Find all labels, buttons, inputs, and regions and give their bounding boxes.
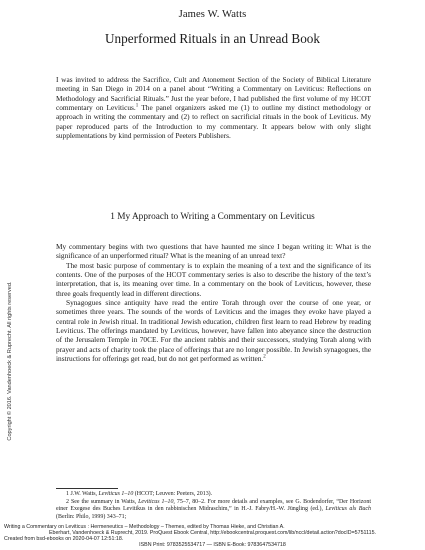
chapter-title: Unperformed Rituals in an Unread Book bbox=[105, 31, 320, 46]
intro-paragraph: I was invited to address the Sacrifice, Cult and Atonement Section of the Society of Biblical Literature meeting in San Diego in 2014 on a panel about “Writing a Commentary on Leviticus: Reflections on Methodology and Sacrificial Rituals.” Just the year before, I had published the first volume of my HCOT commentary on Leviticus.$^1$ The panel organizers asked me (1) to outline my distinct methodology or approach in writing the commentary and (2) to reflect on sacrificial rituals in the book of Leviticus. My paper reproduced parts of the Introduction to my commentary. It appears below with only slight supplementations by kind permission of Peeters Publishers. bbox=[56, 75, 371, 141]
footnote-divider bbox=[56, 488, 118, 489]
footer-line-created: Created from bsd-ebooks on 2020-04-07 12:51:18. bbox=[4, 536, 124, 542]
footnote-2: 2 See the summary in Watts, Leviticus 1–10, 75–7, 80–2. For more details and examples, see G. Bodendorfer, “Der Horizont einer Exegese des Buches Levitikus in den rabbinischen Midraschim,” in H.-J. Fabry/H.-W. Jüngling (ed.), Leviticus als Buch (Berlin: Philo, 1999) 343–71; bbox=[56, 498, 372, 520]
chapter-author: James W. Watts bbox=[178, 9, 247, 20]
footer-line-source[interactable]: Eberhart, Vandenhoeck & Ruprecht, 2019. ProQuest Ebook Central, http://ebookcentral.proquest.com/lib/nccl/detail.action?docID=5751115. bbox=[49, 530, 376, 536]
section-heading: 1 My Approach to Writing a Commentary on Leviticus bbox=[110, 212, 315, 222]
body-paragraph: Synagogues since antiquity have read the entire Torah through over the course of one year, or sometimes three years. The sounds of the words of Leviticus and the images they evoke have played a central role in Jewish ritual. In traditional Jewish education, children first learn to read Hebrew by reading Leviticus. The offerings mandated by Leviticus, however, have fallen into abeyance since the destruction of the Jerusalem Temple in 70CE. For the ancient rabbis and their successors, studying Torah along with prayer and acts of charity took the place of offerings that are no longer possible. In Jewish synagogues, the instructions for offerings get read, but do not get performed as written.$^2$ bbox=[56, 298, 371, 364]
footnote-ref-2[interactable]: 2 bbox=[263, 354, 266, 360]
footer-line-citation: Writing a Commentary on Leviticus : Hermeneutics – Methodology – Themes, edited by Thomas Hieke, and Christian A. bbox=[4, 524, 285, 530]
footnotes bbox=[56, 491, 371, 521]
body-paragraph: My commentary begins with two questions that have haunted me since I began writing it: What is the significance of an unperformed ritual? What is the meaning of an unread text? bbox=[56, 242, 371, 261]
section-body bbox=[56, 242, 371, 363]
body-paragraph: The most basic purpose of commentary is to explain the meaning of a text and the significance of its contents. One of the purposes of the HCOT commentary series is also to describe the history of the text’s interpretation, that is, its meaning over time. In a commentary on the book of Leviticus, however, these three goals frequently lead in different directions. bbox=[56, 260, 371, 298]
copyright-sidebar: Copyright © 2016. Vandenhoeck & Ruprecht. All rights reserved. bbox=[7, 281, 13, 441]
footnote-1: 1 J.W. Watts, Leviticus 1–10 (HCOT; Leuven: Peeters, 2013). bbox=[66, 491, 213, 497]
footnote-ref-1[interactable]: 1 bbox=[135, 103, 139, 109]
footer-line-isbn: ISBN Print: 9783525534717 — ISBN E-Book: 9783647534718 bbox=[139, 542, 286, 548]
intro-block bbox=[56, 75, 371, 140]
